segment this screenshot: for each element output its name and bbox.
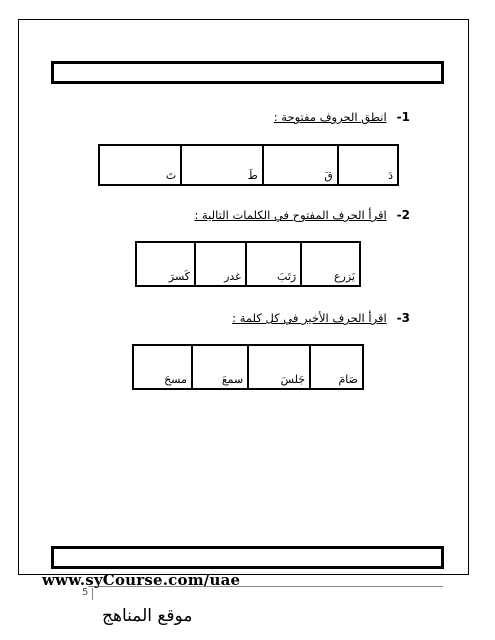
question-2 (194, 208, 410, 222)
words-table-2 (135, 241, 361, 287)
question-text: انطق الحروف مفتوحة : (273, 110, 387, 124)
question-number: -3 (396, 311, 410, 325)
table-cell: كَسرَ (136, 242, 195, 286)
table-cell: رَتَبَ (246, 242, 301, 286)
table-cell: غدر (195, 242, 246, 286)
question-text: اقرأ الحرف الأخير في كل كلمة : (232, 311, 387, 325)
footer-url-link[interactable]: www.syCourse.com/uae (42, 571, 241, 589)
table-cell: قَ (263, 145, 338, 185)
footer-site-name: موقع المناهج (102, 606, 193, 626)
question-text: اقرأ الحرف المفتوح في الكلمات التالية : (194, 208, 387, 222)
question-number: -2 (396, 208, 410, 222)
table-cell: طَ (181, 145, 263, 185)
question-1 (274, 110, 410, 124)
table-cell: جَلسَ (248, 345, 310, 389)
footer-banner (51, 546, 444, 569)
table-cell: دَ (338, 145, 398, 185)
table-cell: سمعَ (192, 345, 248, 389)
table-cell: مسحَ (133, 345, 192, 389)
header-banner (51, 61, 444, 84)
table-cell: تَ (99, 145, 181, 185)
table-cell: صَامَ (310, 345, 363, 389)
question-number: -1 (396, 110, 410, 124)
question-3 (232, 311, 410, 325)
table-cell: يَزرع (301, 242, 360, 286)
page-number: 5 (82, 587, 89, 598)
words-table-3 (132, 344, 364, 390)
page-border (18, 19, 469, 575)
page-number-divider (92, 588, 93, 600)
letters-table-1 (98, 144, 399, 186)
